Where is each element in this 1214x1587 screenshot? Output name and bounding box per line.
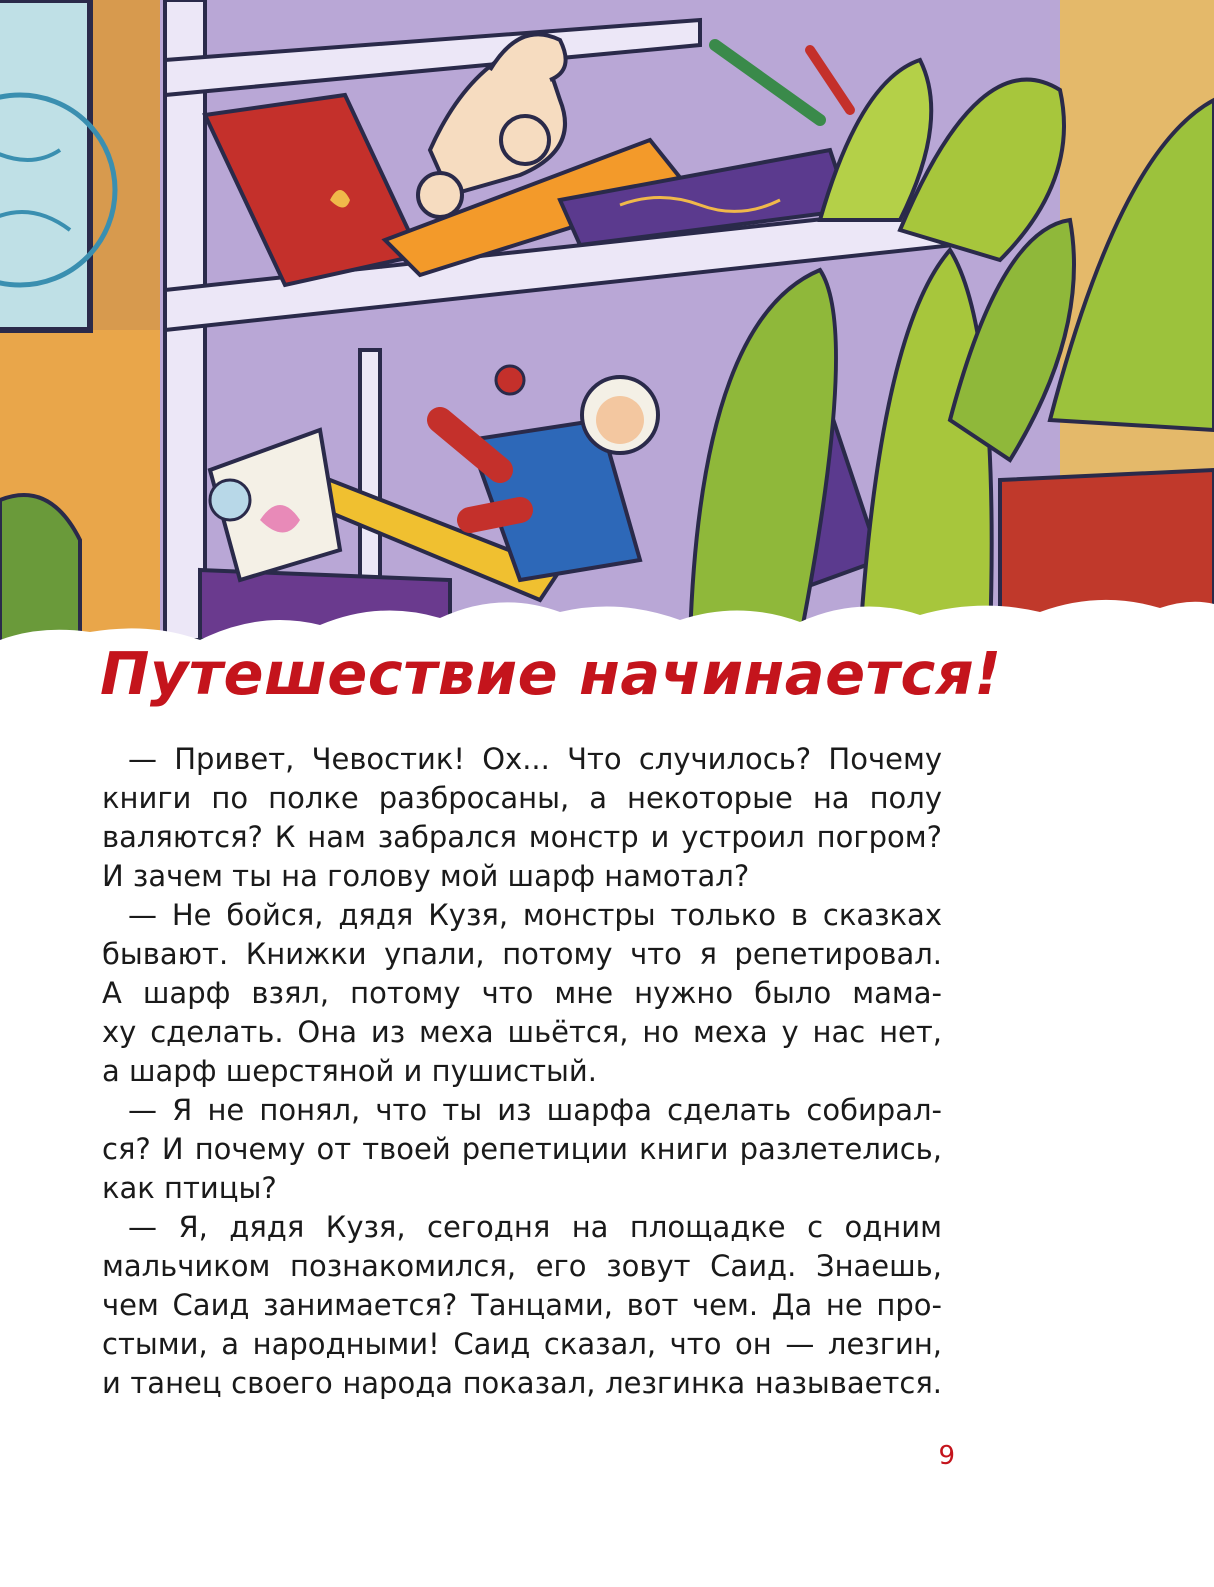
text-line: И зачем ты на голову мой шарф намотал? xyxy=(102,859,750,893)
chapter-title: Путешествие начинается! xyxy=(100,639,1002,708)
text-line: книги по полке разбросаны, а некоторые на полу xyxy=(102,781,942,815)
text-line: бывают. Книжки упали, потому что я репетировал. xyxy=(102,937,942,971)
text-line: чем Саид занимается? Танцами, вот чем. Да не про- xyxy=(102,1288,942,1322)
text-line: А шарф взял, потому что мне нужно было мама- xyxy=(102,976,942,1010)
page-number: 9 xyxy=(938,1441,955,1471)
text-line: а шарф шерстяной и пушистый. xyxy=(102,1054,597,1088)
armchair xyxy=(0,495,80,650)
text-line: — Я не понял, что ты из шарфа сделать собирал- xyxy=(128,1093,942,1127)
text-line: — Привет, Чевостик! Ох... Что случилось? Почему xyxy=(128,742,942,776)
body-text xyxy=(102,740,942,1403)
text-line: — Я, дядя Кузя, сегодня на площадке с одним xyxy=(128,1210,942,1244)
text-line: — Не бойся, дядя Кузя, монстры только в сказках xyxy=(128,898,942,932)
text-line: ху сделать. Она из меха шьётся, но меха у нас нет, xyxy=(102,1015,942,1049)
text-line: и танец своего народа показал, лезгинка называется. xyxy=(102,1366,942,1400)
text-line: мальчиком познакомился, его зовут Саид. Знаешь, xyxy=(102,1249,942,1283)
text-line: стыми, а народными! Саид сказал, что он — лезгин, xyxy=(102,1327,942,1361)
bookshelf-illustration xyxy=(0,0,1214,680)
text-line: валяются? К нам забрался монстр и устроил погром? xyxy=(102,820,942,854)
text-line: ся? И почему от твоей репетиции книги разлетелись, xyxy=(102,1132,942,1166)
text-line: как птицы? xyxy=(102,1171,277,1205)
